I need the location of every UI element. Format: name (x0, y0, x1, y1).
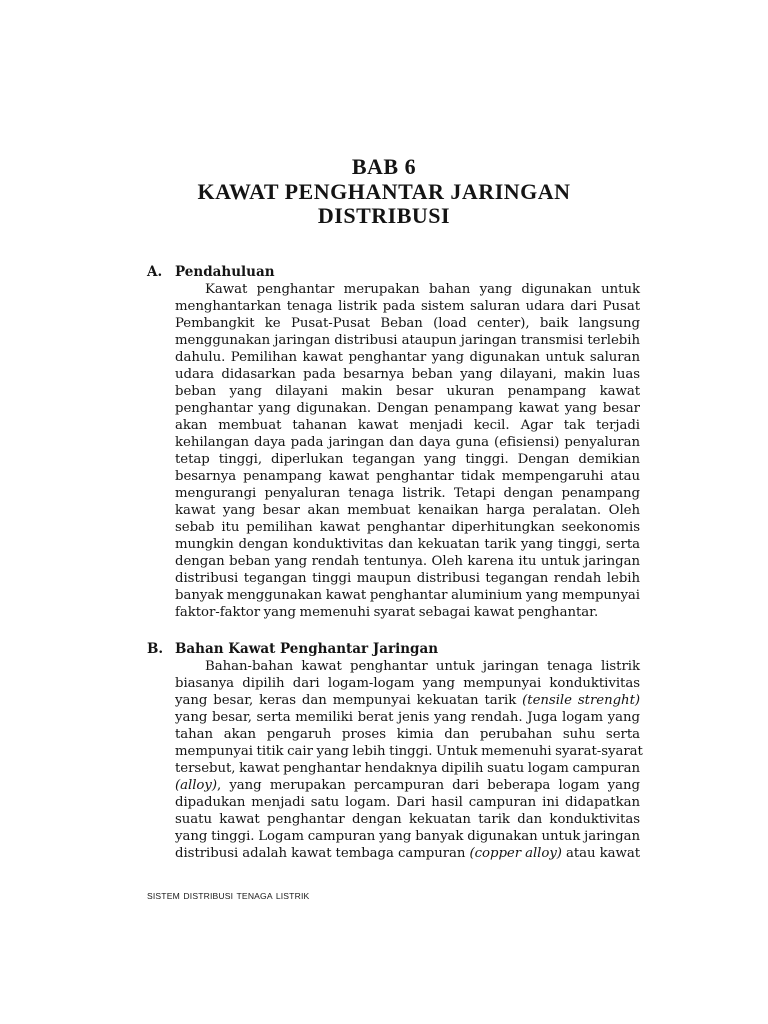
chapter-title: KAWAT PENGHANTAR JARINGAN (197, 179, 571, 204)
paragraph-line: menghantarkan tenaga listrik pada sistem saluran udara dari Pusat (175, 299, 640, 314)
paragraph-line: menggunakan jaringan distribusi ataupun jaringan transmisi terlebih (175, 333, 640, 348)
paragraph-line: mungkin dengan konduktivitas dan kekuatan tarik yang tinggi, serta (175, 537, 640, 552)
paragraph-line: mengurangi penyaluran tenaga listrik. Tetapi dengan penampang (175, 486, 640, 501)
paragraph-line: kawat yang besar akan membuat kenaikan harga peralatan. Oleh (175, 503, 640, 518)
section-a-letter: A. (147, 264, 163, 280)
paragraph-line: tersebut, kawat penghantar hendaknya dipilih suatu logam campuran (175, 761, 640, 776)
paragraph-line: Kawat penghantar merupakan bahan yang digunakan untuk (205, 282, 640, 297)
italic-term: (copper alloy) (469, 846, 562, 861)
paragraph-line: dengan beban yang rendah tentunya. Oleh karena itu untuk jaringan (175, 554, 640, 569)
paragraph-line: tetap tinggi, diperlukan tegangan yang tinggi. Dengan demikian (175, 452, 640, 467)
paragraph-line: udara didasarkan pada besarnya beban yang dilayani, makin luas (175, 367, 640, 382)
paragraph-line: beban yang dilayani makin besar ukuran penampang kawat (175, 384, 640, 399)
section-b-letter: B. (147, 641, 164, 657)
page-footer: SISTEM DISTRIBUSI TENAGA LISTRIK (147, 891, 310, 901)
paragraph-line: banyak menggunakan kawat penghantar aluminium yang mempunyai (175, 588, 640, 603)
paragraph-line: Bahan-bahan kawat penghantar untuk jaringan tenaga listrik (205, 659, 640, 674)
paragraph-line: biasanya dipilih dari logam-logam yang mempunyai konduktivitas (175, 676, 640, 691)
paragraph-line: dahulu. Pemilihan kawat penghantar yang digunakan untuk saluran (175, 350, 640, 365)
paragraph-line: akan membuat tahanan kawat menjadi kecil. Agar tak terjadi (175, 418, 640, 433)
paragraph-line: (alloy), yang merupakan percampuran dari beberapa logam yang (175, 778, 640, 793)
paragraph-line: yang besar, keras dan mempunyai kekuatan tarik (tensile strenght) (175, 693, 641, 708)
section-b-paragraph (175, 658, 643, 862)
paragraph-line: yang besar, serta memiliki berat jenis yang rendah. Juga logam yang (175, 710, 640, 725)
paragraph-line: yang tinggi. Logam campuran yang banyak digunakan untuk jaringan (175, 829, 640, 844)
chapter-title-continued: DISTRIBUSI (317, 203, 451, 228)
paragraph-line: penghantar yang digunakan. Dengan penampang kawat yang besar (175, 401, 640, 416)
section-a-heading: Pendahuluan (175, 264, 275, 280)
paragraph-line: dipadukan menjadi satu logam. Dari hasil campuran ini didapatkan (175, 795, 640, 810)
paragraph-line: mempunyai titik cair yang lebih tinggi. Untuk memenuhi syarat-syarat (175, 744, 643, 759)
section-a-paragraph (175, 281, 640, 621)
paragraph-line: sebab itu pemilihan kawat penghantar diperhitungkan seekonomis (175, 520, 640, 535)
chapter-number: BAB 6 (351, 154, 417, 179)
section-b-heading: Bahan Kawat Penghantar Jaringan (175, 641, 439, 657)
italic-term: (alloy) (175, 778, 217, 793)
italic-term: (tensile strenght) (522, 693, 641, 708)
paragraph-line: besarnya penampang kawat penghantar tidak mempengaruhi atau (175, 469, 640, 484)
paragraph-line: tahan akan pengaruh proses kimia dan perubahan suhu serta (175, 727, 640, 742)
paragraph-line: kehilangan daya pada jaringan dan daya guna (efisiensi) penyaluran (175, 435, 640, 450)
paragraph-line: distribusi adalah kawat tembaga campuran (copper alloy) atau kawat (175, 846, 640, 861)
paragraph-line: faktor-faktor yang memenuhi syarat sebagai kawat penghantar. (175, 605, 599, 620)
paragraph-line: distribusi tegangan tinggi maupun distribusi tegangan rendah lebih (175, 571, 640, 586)
paragraph-line: Pembangkit ke Pusat-Pusat Beban (load center), baik langsung (175, 316, 640, 331)
paragraph-line: suatu kawat penghantar dengan kekuatan tarik dan konduktivitas (175, 812, 640, 827)
